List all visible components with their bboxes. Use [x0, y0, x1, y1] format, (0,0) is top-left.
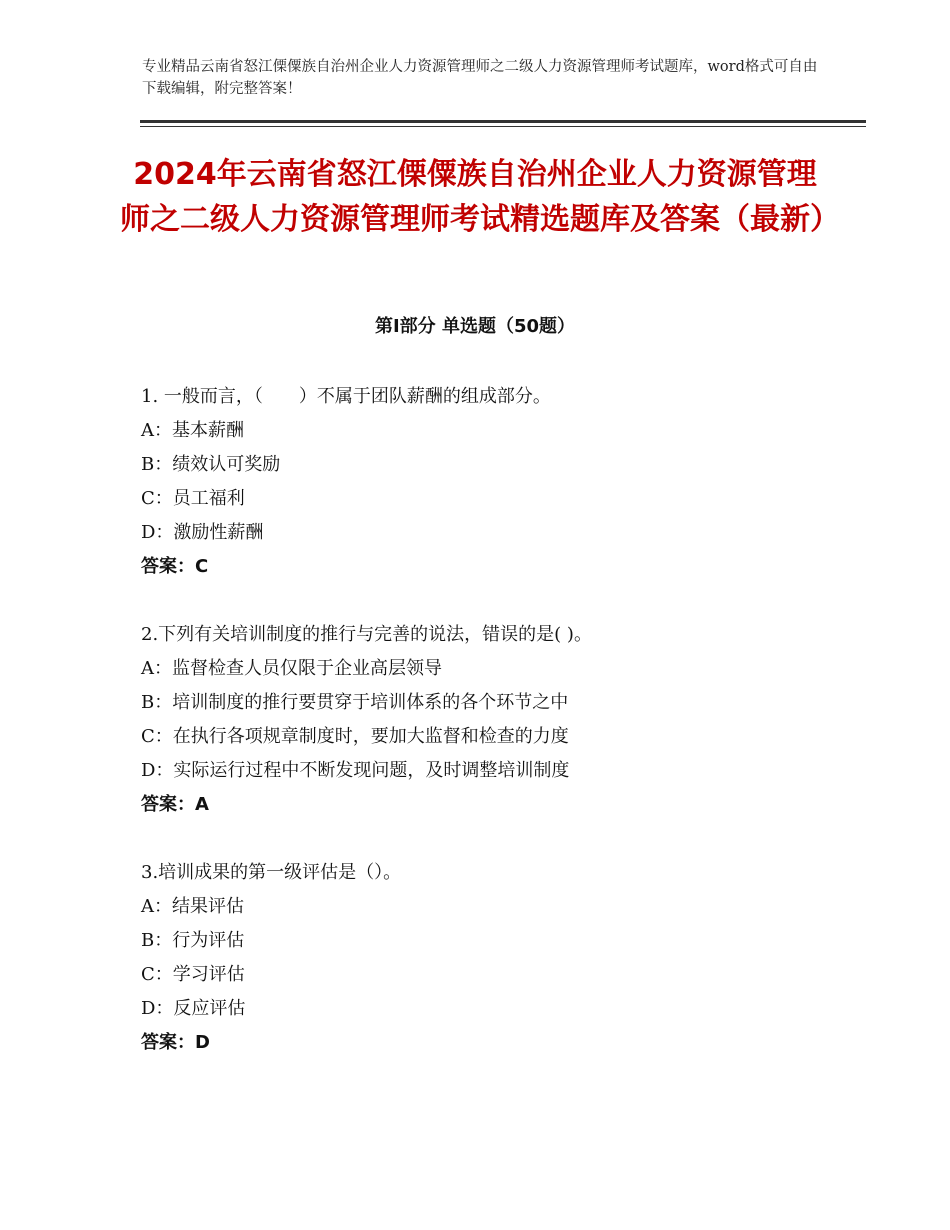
option-b: B：行为评估: [141, 930, 245, 951]
option-d: D：反应评估: [141, 998, 246, 1019]
option-a: A：结果评估: [141, 896, 244, 917]
header-rule-thick: [140, 120, 866, 123]
option-b: B：绩效认可奖励: [141, 454, 281, 475]
answer-line: [141, 550, 841, 584]
answer-line: [141, 1026, 841, 1060]
option-d: D：激励性薪酬: [141, 522, 264, 543]
option-d: D：实际运行过程中不断发现问题，及时调整培训制度: [141, 760, 570, 781]
answer-label: 答案：: [141, 794, 195, 815]
section-heading: 第Ⅰ部分 单选题（50题）: [374, 316, 575, 337]
question-1: [141, 380, 841, 584]
answer-value: A: [195, 794, 209, 815]
answer-label: 答案：: [141, 556, 195, 577]
answer-value: C: [195, 556, 209, 577]
option-c: C：在执行各项规章制度时，要加大监督和检查的力度: [141, 726, 569, 747]
question-stem: 2.下列有关培训制度的推行与完善的说法，错误的是( )。: [141, 624, 592, 645]
option-b: B：培训制度的推行要贯穿于培训体系的各个环节之中: [141, 692, 569, 713]
option-a: A：基本薪酬: [141, 420, 244, 441]
question-2: [141, 618, 841, 822]
question-3: [141, 856, 841, 1060]
answer-label: 答案：: [141, 1032, 195, 1053]
answer-value: D: [195, 1032, 210, 1053]
option-c: C：学习评估: [141, 964, 245, 985]
option-a: A：监督检查人员仅限于企业高层领导: [141, 658, 442, 679]
answer-line: [141, 788, 841, 822]
question-stem: 1. 一般而言，（ ）不属于团队薪酬的组成部分。: [141, 386, 551, 407]
header-note: 专业精品云南省怒江傈僳族自治州企业人力资源管理师之二级人力资源管理师考试题库，word格式可自由下载编辑，附完整答案！: [142, 59, 818, 97]
header-rule-thin: [140, 126, 866, 127]
option-c: C：员工福利: [141, 488, 245, 509]
document-title: 2024年云南省怒江傈僳族自治州企业人力资源管理师之二级人力资源管理师考试精选题库及答案（最新）: [120, 157, 840, 237]
question-stem: 3.培训成果的第一级评估是（）。: [141, 862, 402, 883]
